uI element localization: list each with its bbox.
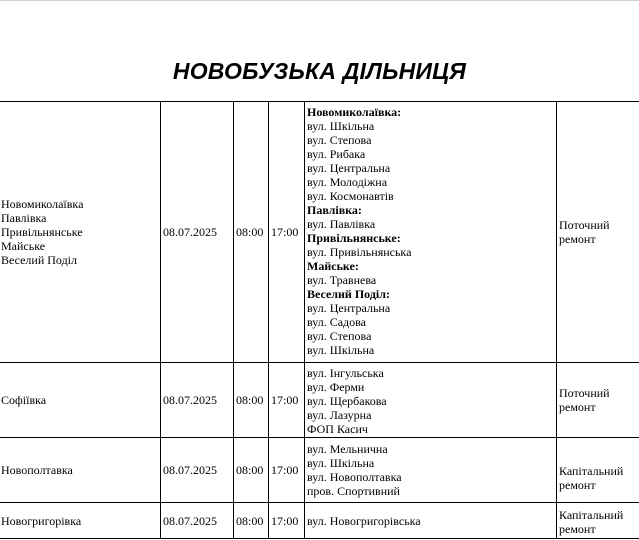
street-name: вул. Павлівка xyxy=(307,217,376,231)
streets-cell xyxy=(305,363,557,438)
street-name: вул. Щербакова xyxy=(307,394,387,408)
start-time-cell: 08:00 xyxy=(234,503,269,539)
start-time-cell: 08:00 xyxy=(234,438,269,503)
street-name: вул. Молодіжна xyxy=(307,175,388,189)
table-row xyxy=(0,102,639,363)
street-name: вул. Ферми xyxy=(307,380,365,394)
settlement-name: Привільнянське xyxy=(1,225,83,239)
settlement-heading: Майське: xyxy=(307,259,359,273)
work-type-text: Капітальний xyxy=(559,464,624,478)
work-type-text: ремонт xyxy=(559,522,596,536)
work-type-text: Поточний xyxy=(559,386,610,400)
settlements-cell xyxy=(0,438,161,503)
settlement-name: Новополтавка xyxy=(1,463,73,477)
streets-cell xyxy=(305,438,557,503)
date-cell: 08.07.2025 xyxy=(161,363,234,438)
work-type-text: ремонт xyxy=(559,400,596,414)
table-row xyxy=(0,503,639,539)
street-name: вул. Центральна xyxy=(307,161,391,175)
end-time-cell: 17:00 xyxy=(269,363,305,438)
date-cell: 08.07.2025 xyxy=(161,102,234,363)
settlements-cell xyxy=(0,102,161,363)
settlements-cell xyxy=(0,363,161,438)
date-cell: 08.07.2025 xyxy=(161,438,234,503)
table-row xyxy=(0,438,639,503)
work-type-text: Поточний xyxy=(559,218,610,232)
street-name: вул. Садова xyxy=(307,315,366,329)
work-type-text: ремонт xyxy=(559,478,596,492)
streets-cell xyxy=(305,102,557,363)
settlement-heading: Привільнянське: xyxy=(307,231,401,245)
settlement-heading: Павлівка: xyxy=(307,203,362,217)
settlement-name: Новогригорівка xyxy=(1,513,82,528)
start-time-cell: 08:00 xyxy=(234,363,269,438)
street-name: вул. Новогригорівська xyxy=(307,513,421,528)
street-name: вул. Новополтавка xyxy=(307,470,402,484)
start-time-cell: 08:00 xyxy=(234,102,269,363)
work-type-text: ремонт xyxy=(559,232,596,246)
streets-cell xyxy=(305,503,557,539)
street-name: вул. Степова xyxy=(307,329,372,343)
street-name: вул. Шкільна xyxy=(307,119,375,133)
outage-schedule-table xyxy=(0,101,639,539)
end-time-cell: 17:00 xyxy=(269,102,305,363)
street-name: пров. Спортивний xyxy=(307,484,400,498)
street-name: вул. Шкільна xyxy=(307,343,375,357)
end-time-cell: 17:00 xyxy=(269,503,305,539)
work-type-text: Капітальний xyxy=(559,508,624,522)
settlement-heading: Новомиколаївка: xyxy=(307,105,402,119)
street-name: ФОП Касич xyxy=(307,422,368,436)
street-name: вул. Центральна xyxy=(307,301,391,315)
street-name: вул. Мельнична xyxy=(307,442,388,456)
street-name: вул. Степова xyxy=(307,133,372,147)
street-name: вул. Лазурна xyxy=(307,408,372,422)
table-row xyxy=(0,363,639,438)
top-divider xyxy=(0,0,639,1)
settlement-name: Новомиколаївка xyxy=(1,197,84,211)
street-name: вул. Інгульська xyxy=(307,366,384,380)
date-cell: 08.07.2025 xyxy=(161,503,234,539)
schedule-body xyxy=(0,102,639,539)
street-name: вул. Космонавтів xyxy=(307,189,394,203)
street-name: вул. Травнева xyxy=(307,273,377,287)
end-time-cell: 17:00 xyxy=(269,438,305,503)
work-type-cell xyxy=(557,438,639,503)
settlement-name: Майське xyxy=(1,239,46,253)
settlement-name: Павлівка xyxy=(1,211,47,225)
settlement-heading: Веселий Поділ: xyxy=(307,287,390,301)
street-name: вул. Привільнянська xyxy=(307,245,412,259)
settlement-name: Софіївка xyxy=(1,393,47,407)
page-title: НОВОБУЗЬКА ДІЛЬНИЦЯ xyxy=(172,58,467,84)
settlements-cell xyxy=(0,503,161,539)
work-type-cell xyxy=(557,363,639,438)
work-type-cell xyxy=(557,102,639,363)
street-name: вул. Рибака xyxy=(307,147,366,161)
street-name: вул. Шкільна xyxy=(307,456,375,470)
settlement-name: Веселий Поділ xyxy=(1,253,78,267)
work-type-cell xyxy=(557,503,639,539)
